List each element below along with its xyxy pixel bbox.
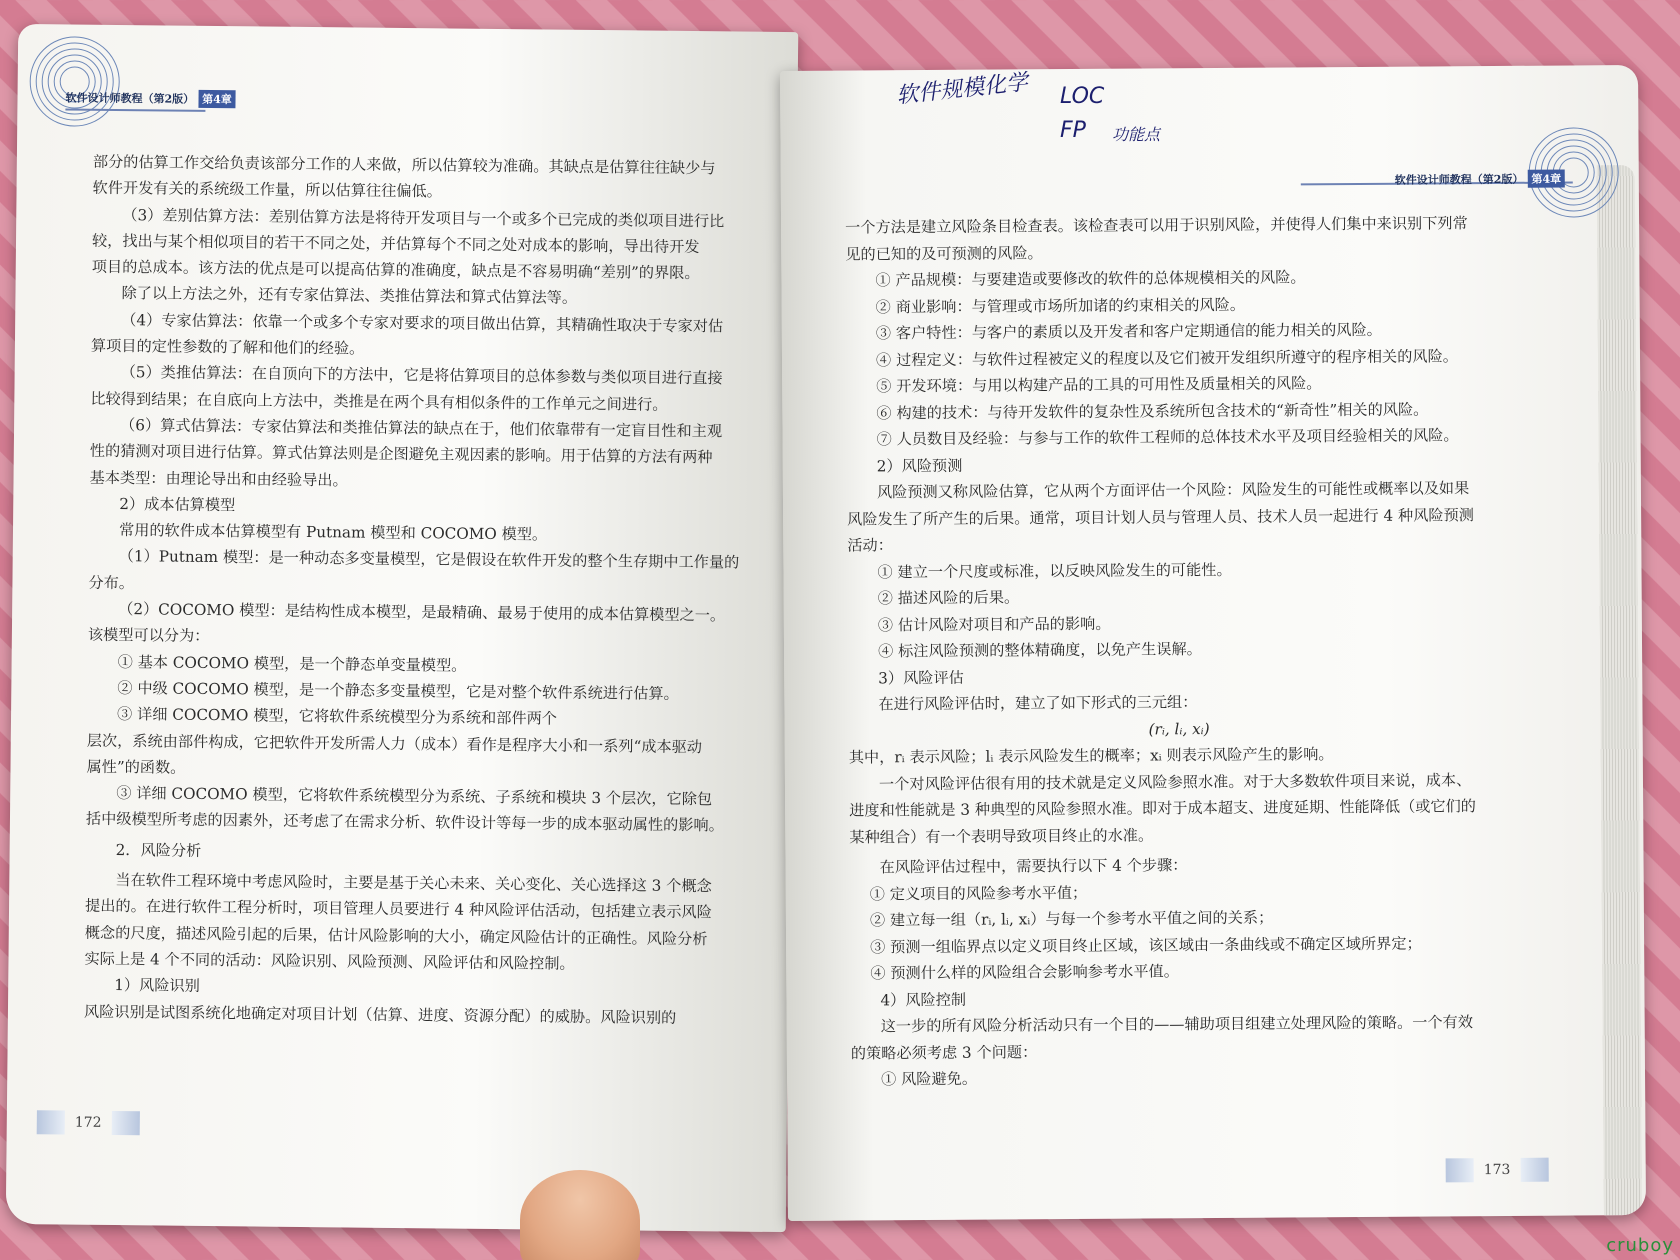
left-page-body — [84, 149, 744, 1032]
section-heading: 2）成本估算模型 — [119, 494, 236, 515]
page-number: 172 — [74, 1114, 102, 1131]
list-item: ③ 客户特性：与客户的素质以及开发者和客户定期通信的能力相关的风险。 — [875, 320, 1382, 343]
list-item: ⑦ 人员数目及经验：与参与工作的软件工程师的总体技术水平及项目经验相关的风险。 — [876, 426, 1459, 449]
list-item: ③ 详细 COCOMO 模型，它将软件系统模型分为系统、子系统和模块 3 个层次，它除包 — [116, 784, 713, 809]
paragraph: 活动： — [847, 536, 893, 555]
formula-triple: (rᵢ, lᵢ, xᵢ) — [1148, 719, 1210, 738]
paragraph: 除了以上方法之外，还有专家估算法、类推估算法和算式估算法等。 — [121, 284, 578, 308]
paragraph: 见的已知的及可预测的风险。 — [845, 243, 1043, 264]
paragraph: 分布。 — [88, 573, 135, 592]
book-title: 软件设计师教程（第2版） — [1394, 172, 1524, 187]
list-item: ⑥ 构建的技术：与待开发软件的复杂性及系统所包含技术的“新奇性”相关的风险。 — [876, 399, 1429, 422]
paragraph: 当在软件工程环境中考虑风险时，主要是基于关心未来、关心变化、关心选择这 3 个概念 — [115, 871, 712, 896]
header-rings-decoration — [29, 36, 120, 127]
list-item: ② 中级 COCOMO 模型，是一个静态多变量模型，它是对整个软件系统进行估算。 — [117, 678, 679, 703]
paragraph: 概念的尺度，描述风险引起的后果，估计风险影响的大小，确定风险估计的正确性。风险分析 — [84, 923, 708, 948]
paragraph: 一个方法是建立风险条目检查表。该检查表可以用于识别风险，并使得人们集中来识别下列常 — [845, 214, 1468, 237]
paragraph: 较，找出与某个相似项目的若干不同之处，并估算每个不同之处对成本的影响，导出待开发 — [91, 231, 700, 256]
paragraph: 进度和性能就是 3 种典型的风险参照水准。即对于成本超支、进度延期、性能降低（或它们的 — [849, 797, 1477, 820]
right-page-header — [1395, 170, 1565, 189]
page-number: 173 — [1483, 1161, 1511, 1179]
paragraph: 软件开发有关的系统级工作量，所以估算往往偏低。 — [92, 179, 442, 201]
section-heading: 2）风险预测 — [876, 456, 963, 475]
section-heading: 4）风险控制 — [880, 990, 967, 1009]
paragraph: 风险识别是试图系统化地确定对项目计划（估算、进度、资源分配）的威胁。风险识别的 — [83, 1002, 677, 1027]
section-heading: 1）风险识别 — [114, 976, 200, 996]
chapter-tag: 第4章 — [1527, 170, 1565, 188]
paragraph: 其中，rᵢ 表示风险；lᵢ 表示风险发生的概率；xᵢ 则表示风险产生的影响。 — [848, 745, 1334, 767]
paragraph: （1）Putnam 模型：是一种动态多变量模型，它是假设在软件开发的整个生存期中工作量的 — [118, 547, 740, 572]
list-item: ④ 标注风险预测的整体精确度，以免产生误解。 — [877, 640, 1202, 661]
list-item: ② 描述风险的后果。 — [877, 588, 1020, 608]
paragraph: 比较得到结果；在自底向上方法中，类推是在两个具有相似条件的工作单元之间进行。 — [90, 389, 668, 414]
paragraph: 风险预测又称风险估算，它从两个方面评估一个风险：风险发生的可能性或概率以及如果 — [876, 479, 1470, 502]
list-item: ① 定义项目的风险参考水平值； — [869, 883, 1088, 903]
paragraph: 算项目的定性参数的了解和他们的经验。 — [90, 336, 365, 358]
paragraph: 部分的估算工作交给负责该部分工作的人来做，所以估算较为准确。其缺点是估算往往缺少与 — [92, 152, 716, 178]
list-item: ⑤ 开发环境：与用以构建产品的工具的可用性及质量相关的风险。 — [876, 374, 1322, 396]
left-page — [6, 24, 799, 1232]
section-heading: 2．风险分析 — [115, 840, 202, 860]
paragraph: 一个对风险评估很有用的技术就是定义风险参照水准。对于大多数软件项目来说，成本、 — [878, 770, 1472, 793]
paragraph: 常用的软件成本估算模型有 Putnam 模型和 COCOMO 模型。 — [118, 521, 548, 544]
handwritten-note-fp-desc: 功能点 — [1112, 125, 1161, 144]
paragraph: 该模型可以分为： — [87, 626, 210, 646]
handwritten-note-fp: FP — [1060, 118, 1086, 143]
paragraph: （3）差别估算方法：差别估算方法是将待开发项目与一个或多个已完成的类似项目进行比 — [122, 205, 725, 230]
list-item: ④ 预测什么样的风险组合会影响参考水平值。 — [870, 962, 1179, 983]
section-heading: 3）风险评估 — [878, 668, 964, 687]
paragraph: 项目的总成本。该方法的优点是可以提高估算的准确度，缺点是不容易明确“差别”的界限。 — [91, 257, 700, 283]
page-edge-stack — [1597, 165, 1643, 1221]
list-item: ③ 预测一组临界点以定义项目终止区域，该区域由一条曲线或不确定区域所界定； — [870, 934, 1422, 956]
thumb-holding-book — [520, 1170, 640, 1260]
right-page — [780, 65, 1646, 1221]
paragraph: 性的猜测对项目进行估算。算式估算法则是企图避免主观因素的影响。用于估算的方法有两种 — [89, 441, 713, 467]
paragraph: 基本类型：由理论导出和由经验导出。 — [89, 468, 348, 489]
paragraph: 层次，系统由部件构成，它把软件开发所需人力（成本）看作是程序大小和一系列“成本驱动 — [86, 731, 703, 756]
paragraph: （4）专家估算法：依靠一个或多个专家对要求的项目做出估算，其精确性取决于专家对估 — [121, 310, 724, 336]
book-title: 软件设计师教程（第2版） — [65, 91, 195, 106]
list-item: ① 基本 COCOMO 模型，是一个静态单变量模型。 — [117, 652, 467, 675]
paragraph: 在进行风险评估时，建立了如下形式的三元组： — [878, 693, 1198, 714]
list-item: ① 风险避免。 — [880, 1069, 978, 1089]
chapter-tag: 第4章 — [198, 90, 236, 108]
paragraph: 风险发生了所产生的后果。通常，项目计划人员与管理人员、技术人员一起进行 4 种风险预测 — [847, 505, 1475, 529]
paragraph: 的策略必须考虑 3 个问题： — [850, 1042, 1038, 1063]
left-page-number — [37, 1110, 140, 1135]
paragraph: 某种组合）有一个表明导致项目终止的水准。 — [849, 825, 1154, 847]
watermark: cruboy — [1606, 1235, 1674, 1256]
paragraph: 属性”的函数。 — [86, 757, 186, 777]
handwritten-note-title: 软件规模化学 — [895, 70, 1030, 109]
list-item: ④ 过程定义：与软件过程被定义的程度以及它们被开发组织所遵守的程序相关的风险。 — [875, 346, 1459, 369]
list-item: ② 商业影响：与管理或市场所加诸的约束相关的风险。 — [875, 295, 1246, 316]
paragraph: （6）算式估算法：专家估算法和类推估算法的缺点在于，他们依靠带有一定盲目性和主观 — [120, 416, 723, 441]
paragraph: （5）类推估算法：在自顶向下的方法中，它是将估算项目的总体参数与类似项目进行直接 — [120, 363, 723, 388]
list-item: ① 产品规模：与要建造或要修改的软件的总体规模相关的风险。 — [875, 268, 1306, 290]
list-item: ① 建立一个尺度或标准，以反映风险发生的可能性。 — [877, 560, 1232, 581]
paragraph: 实际上是 4 个不同的活动：风险识别、风险预测、风险评估和风险控制。 — [84, 949, 575, 973]
paragraph: 提出的。在进行软件工程分析时，项目管理人员要进行 4 种风险评估活动，包括建立表示风险 — [84, 897, 712, 922]
handwritten-note-loc: LOC — [1060, 84, 1105, 109]
paragraph: 这一步的所有风险分析活动只有一个目的——辅助项目组建立处理风险的策略。一个有效 — [880, 1013, 1474, 1036]
paragraph: 括中级模型所考虑的因素外，还考虑了在需求分析、软件设计等每一步的成本驱动属性的影响。 — [85, 810, 724, 835]
right-page-number — [1446, 1158, 1549, 1183]
list-item: ② 建立每一组（rᵢ, lᵢ, xᵢ）与每一个参考水平值之间的关系； — [869, 908, 1274, 930]
left-page-header — [65, 88, 235, 108]
right-page-body — [845, 210, 1478, 1093]
paragraph: （2）COCOMO 模型：是结构性成本模型，是最精确、最易于使用的成本估算模型之一。 — [118, 600, 726, 625]
list-item: ③ 详细 COCOMO 模型，它将软件系统模型分为系统和部件两个 — [116, 705, 558, 728]
paragraph: 在风险评估过程中，需要执行以下 4 个步骤： — [879, 856, 1188, 877]
list-item: ③ 估计风险对项目和产品的影响。 — [877, 614, 1111, 634]
